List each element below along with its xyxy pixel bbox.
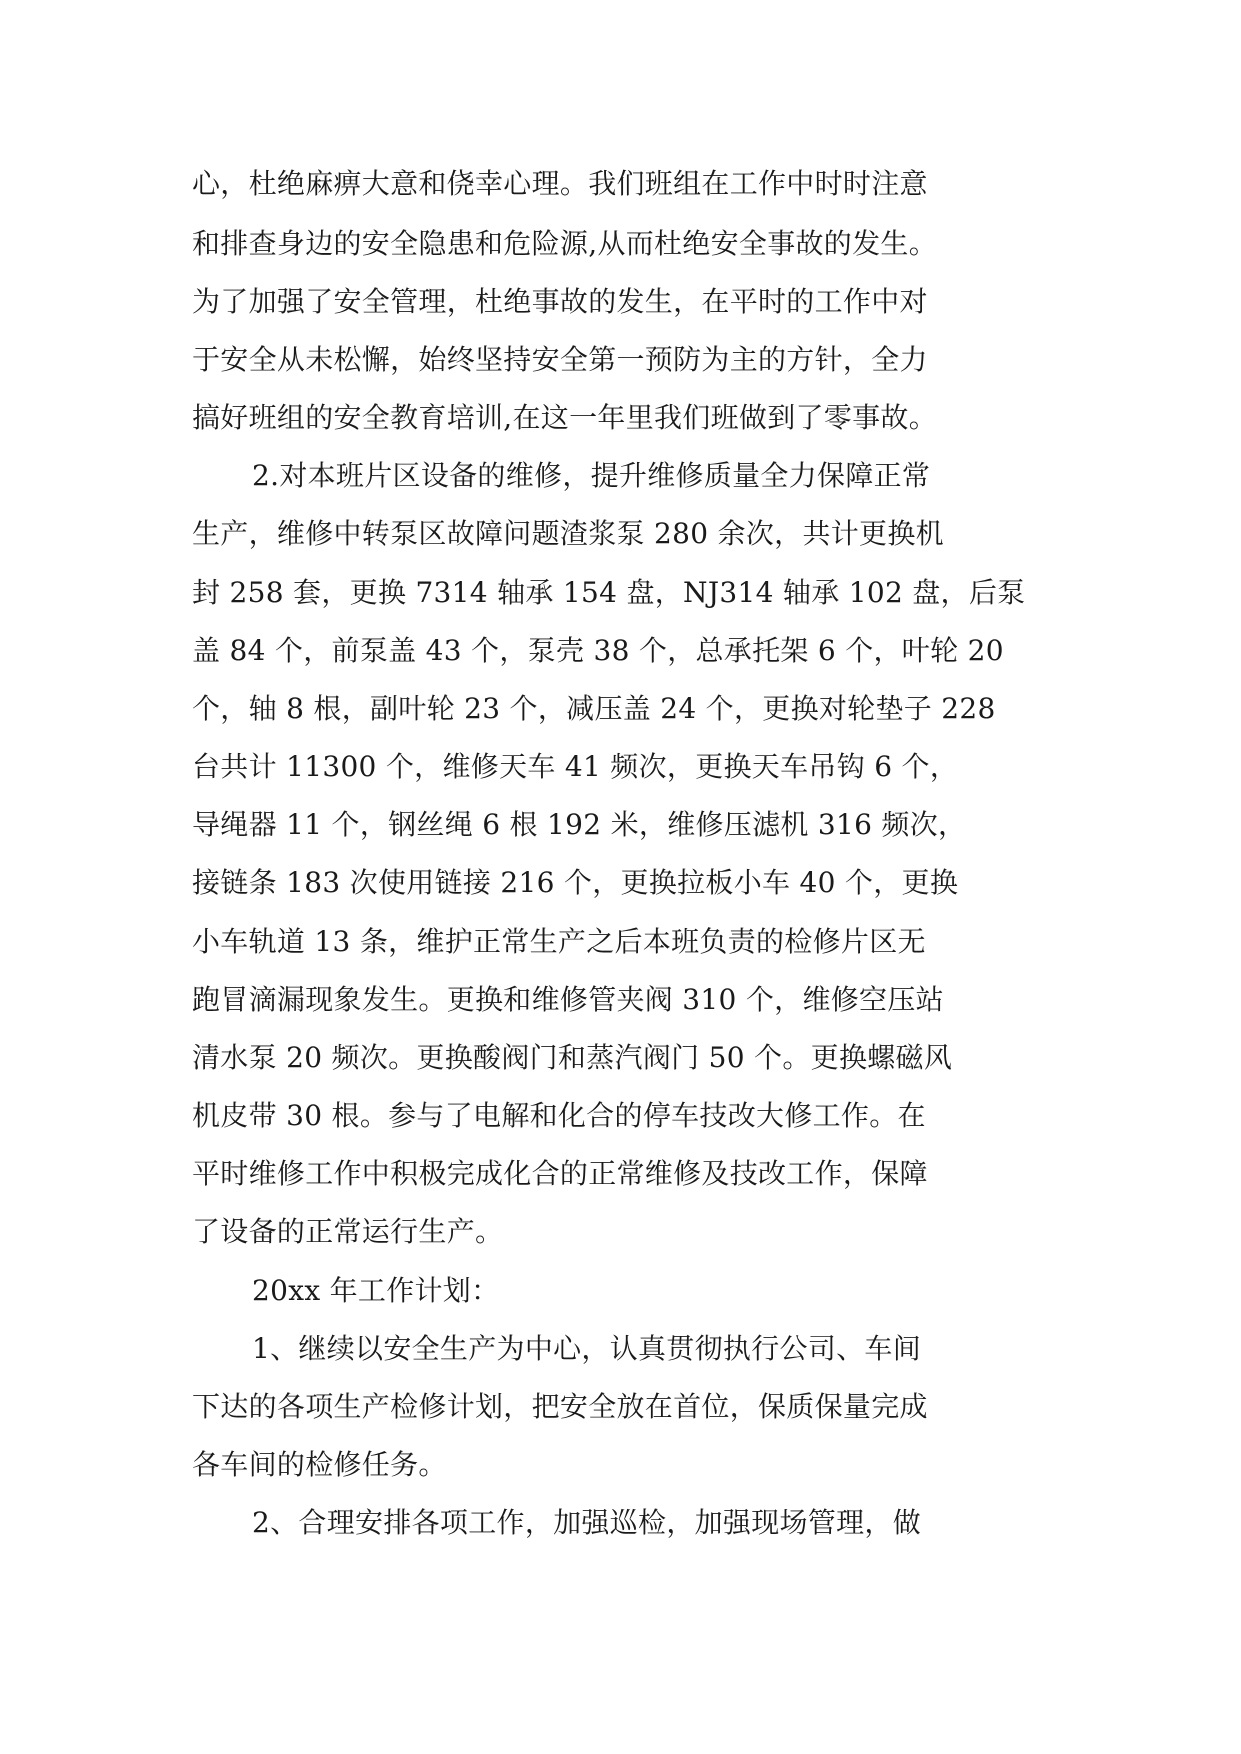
text-line: 搞好班组的安全教育培训,在这一年里我们班做到了零事故。 [192,401,938,434]
text-line: 生产，维修中转泵区故障问题渣浆泵 280 余次，共计更换机 [192,517,944,550]
text-line: 平时维修工作中积极完成化合的正常维修及技改工作，保障 [192,1157,928,1190]
text-line: 封 258 套，更换 7314 轴承 154 盘，NJ314 轴承 102 盘，后泵 [192,576,1026,609]
text-line: 心，杜绝麻痹大意和侥幸心理。我们班组在工作中时时注意 [192,167,928,200]
text-line: 于安全从未松懈，始终坚持安全第一预防为主的方针，全力 [192,343,928,376]
text-line: 各车间的检修任务。 [192,1448,447,1481]
text-line: 台共计 11300 个，维修天车 41 频次，更换天车吊钩 6 个， [192,750,959,783]
text-line: 下达的各项生产检修计划，把安全放在首位，保质保量完成 [192,1390,928,1423]
text-line: 个，轴 8 根，副叶轮 23 个，减压盖 24 个，更换对轮垫子 228 [192,692,996,725]
text-line: 小车轨道 13 条，维护正常生产之后本班负责的检修片区无 [192,925,926,958]
paragraph-start-line: 2、合理安排各项工作，加强巡检，加强现场管理，做 [252,1506,922,1539]
paragraph-start-line: 1、继续以安全生产为中心，认真贯彻执行公司、车间 [252,1332,922,1365]
text-line: 导绳器 11 个，钢丝绳 6 根 192 米，维修压滤机 316 频次， [192,808,967,841]
text-line: 盖 84 个，前泵盖 43 个，泵壳 38 个，总承托架 6 个，叶轮 20 [192,634,1004,667]
text-line: 和排查身边的安全隐患和危险源,从而杜绝安全事故的发生。 [192,227,938,260]
text-line: 接链条 183 次使用链接 216 个，更换拉板小车 40 个，更换 [192,866,959,899]
text-line: 为了加强了安全管理，杜绝事故的发生，在平时的工作中对 [192,285,928,318]
text-line: 清水泵 20 频次。更换酸阀门和蒸汽阀门 50 个。更换螺磁风 [192,1041,953,1074]
text-line: 机皮带 30 根。参与了电解和化合的停车技改大修工作。在 [192,1099,926,1132]
section-heading: 20xx 年工作计划： [252,1274,500,1307]
paragraph-start-line: 2.对本班片区设备的维修，提升维修质量全力保障正常 [252,459,931,492]
text-line: 了设备的正常运行生产。 [192,1215,504,1248]
text-line: 跑冒滴漏现象发生。更换和维修管夹阀 310 个，维修空压站 [192,983,944,1016]
